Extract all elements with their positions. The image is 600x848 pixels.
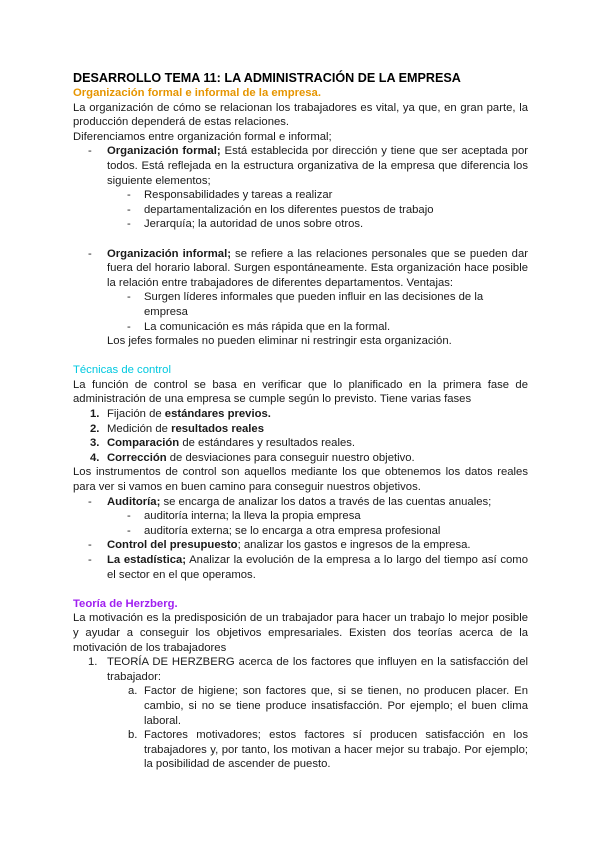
phase-number: 1.: [90, 408, 100, 421]
phase-item: [73, 436, 528, 451]
phase-number: 4.: [90, 451, 100, 464]
phase-item: [73, 407, 528, 422]
theory-number: 1.: [88, 656, 98, 669]
formal-label: Organización formal;: [107, 145, 221, 158]
dash-marker: -: [127, 203, 131, 216]
dash-marker: -: [88, 145, 92, 158]
factor-item: [73, 684, 528, 728]
paragraph-intro: La organización de cómo se relacionan los trabajadores es vital, ya que, en gran parte, la producción dependerá de estas relaciones.: [73, 101, 528, 129]
formal-text: Está establecida por dirección y tiene que ser aceptada por todos. Está reflejada en la estructura organizativa de la empresa que diferencia los siguiente elementos;: [107, 145, 528, 187]
phase-number: 2.: [90, 422, 100, 435]
phase-bold: Comparación: [107, 437, 180, 450]
factor-marker: b.: [128, 729, 138, 742]
phase-item: [73, 422, 528, 437]
dash-marker: -: [127, 291, 131, 304]
paragraph-diferenciamos: Diferenciamos entre organización formal e informal;: [73, 130, 332, 143]
page-title: DESARROLLO TEMA 11: LA ADMINISTRACIÓN DE LA EMPRESA: [73, 71, 461, 85]
informal-note: Los jefes formales no pueden eliminar ni restringir esta organización.: [107, 335, 452, 348]
presupuesto-label: Control del presupuesto: [107, 539, 238, 552]
dash-marker: -: [127, 524, 131, 537]
section-heading-herzberg: Teoría de Herzberg.: [73, 597, 178, 610]
sub-item-text: departamentalización en los diferentes puestos de trabajo: [144, 203, 434, 216]
section-heading-control: Técnicas de control: [73, 364, 171, 377]
dash-marker: -: [127, 320, 131, 333]
list-item-presupuesto: [73, 538, 528, 553]
dash-marker: -: [88, 554, 92, 566]
sub-item-text: auditoría externa; se lo encarga a otra empresa profesional: [144, 524, 441, 537]
spacer: [73, 349, 528, 364]
phase-bold: Corrección: [107, 451, 167, 464]
estadistica-text: Analizar la evolución de la empresa a lo largo del tiempo así como el sector en el que operamos.: [107, 554, 528, 581]
dash-marker: -: [88, 539, 92, 552]
phase-bold: estándares previos.: [164, 408, 271, 421]
section-heading-organizacion: Organización formal e informal de la empresa.: [73, 87, 321, 99]
informal-label: Organización informal;: [107, 247, 231, 260]
paragraph-motivacion: La motivación es la predisposición de un trabajador para hacer un trabajo lo mejor posible y ayudar a conseguir los objetivos empresariales. Existen dos teorías acerca de la motivación de los trabajadores: [73, 612, 528, 654]
factor-text: Factores motivadores; estos factores sí producen satisfacción en los trabajadores y, por tanto, los motivan a hacer mejor su trabajo. Por ejemplo; la posibilidad de ascender de puesto.: [144, 729, 528, 771]
paragraph-instrumentos: Los instrumentos de control son aquellos mediante los que obtenemos los datos reales para ver si vamos en buen camino para conseguir nuestros objetivos.: [73, 466, 528, 494]
presupuesto-text: ; analizar los gastos e ingresos de la empresa.: [237, 539, 471, 552]
paragraph-control: La función de control se basa en verificar que lo planificado en la primera fase de administración de una empresa se cumple según lo previsto. Tiene varias fases: [73, 378, 528, 406]
dash-marker: -: [88, 495, 92, 508]
list-item-auditoria: [73, 495, 528, 510]
spacer: [73, 582, 528, 597]
sub-item: [73, 188, 528, 203]
document-content: [73, 70, 528, 772]
sub-item: [73, 290, 528, 319]
list-item-formal: [73, 144, 528, 188]
phase-post: de estándares y resultados reales.: [179, 437, 356, 450]
factor-item: [73, 728, 528, 772]
dash-marker: -: [127, 510, 131, 523]
sub-item: [73, 203, 528, 218]
phase-post: de desviaciones para conseguir nuestro objetivo.: [166, 451, 415, 464]
sub-item: [73, 217, 528, 232]
phase-pre: Fijación de: [107, 408, 165, 421]
phase-pre: Medición de: [107, 422, 172, 435]
sub-item-text: Surgen líderes informales que pueden influir en las decisiones de la empresa: [144, 291, 484, 318]
dash-marker: -: [127, 218, 131, 231]
dash-marker: -: [88, 247, 92, 260]
theory-item: [73, 655, 528, 684]
sub-item-text: auditoría interna; la lleva la propia empresa: [144, 510, 361, 523]
list-item-estadistica: [73, 553, 528, 582]
dash-marker: -: [127, 189, 131, 202]
factor-marker: a.: [128, 685, 138, 698]
auditoria-label: Auditoría;: [107, 495, 161, 508]
sub-item: [73, 524, 528, 539]
estadistica-label: La estadística;: [107, 554, 187, 566]
auditoria-text: se encarga de analizar los datos a través de las cuentas anuales;: [160, 495, 492, 508]
informal-text: se refiere a las relaciones personales que se pueden dar fuera del horario laboral. Surgen espontáneamente. Esta organización hace posible la relación entre trabajadores de diferentes departamentos. Ventajas:: [107, 247, 528, 289]
phase-bold: resultados reales: [171, 422, 264, 435]
theory-text: TEORÍA DE HERZBERG acerca de los factores que influyen en la satisfacción del trabajador:: [107, 656, 528, 683]
sub-item: [73, 320, 528, 335]
sub-item-text: La comunicación es más rápida que en la formal.: [144, 320, 391, 333]
phase-item: [73, 451, 528, 466]
phase-number: 3.: [90, 437, 100, 450]
sub-item-text: Responsabilidades y tareas a realizar: [144, 189, 333, 202]
sub-item-text: Jerarquía; la autoridad de unos sobre otros.: [144, 218, 364, 231]
spacer: [73, 232, 528, 247]
factor-text: Factor de higiene; son factores que, si se tienen, no producen placer. En cambio, si no se tiene produce insatisfacción. Por ejemplo; el buen clima laboral.: [144, 685, 528, 727]
sub-item: [73, 509, 528, 524]
list-item-informal: [73, 247, 528, 291]
